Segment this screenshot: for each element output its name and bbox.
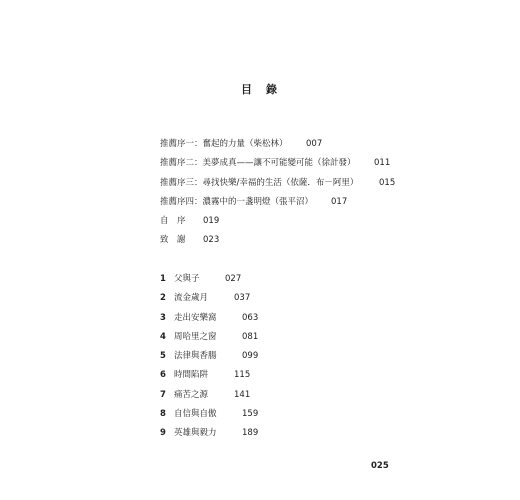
toc-chapter-entry	[160, 350, 259, 362]
entry-label: 推薦序一：奮起的力量（柴松林）	[160, 139, 288, 149]
chapter-page: 081	[242, 332, 259, 342]
chapter-page: 189	[242, 428, 259, 438]
entry-page: 011	[374, 158, 391, 168]
chapter-page: 115	[234, 370, 251, 380]
entry-label: 推薦序四：濃霧中的一盞明燈（張平沼）	[160, 197, 314, 207]
chapter-page: 141	[234, 390, 251, 400]
page-number: 025	[371, 461, 389, 471]
chapter-page: 099	[242, 351, 259, 361]
chapter-number: 1	[160, 274, 166, 284]
toc-chapter-entry	[160, 331, 259, 343]
toc-chapter-entry	[160, 389, 251, 401]
chapter-page: 063	[242, 313, 259, 323]
entry-label: 自 序	[160, 216, 186, 226]
chapter-number: 8	[160, 409, 166, 419]
chapter-title: 法律與香腸	[174, 351, 217, 361]
toc-front-entry	[160, 215, 220, 227]
toc-chapter-entry	[160, 408, 259, 420]
entry-page: 023	[203, 235, 220, 245]
toc-chapter-entry	[160, 427, 259, 439]
entry-page: 007	[306, 139, 323, 149]
toc-title	[0, 81, 520, 97]
entry-label: 推薦序三：尋找快樂/幸福的生活（依薩．布－阿里）	[160, 178, 359, 188]
chapter-number: 9	[160, 428, 166, 438]
toc-front-entry	[160, 138, 323, 150]
toc-chapter-entry	[160, 369, 251, 381]
toc-front-entry	[160, 196, 348, 208]
chapter-title: 周哈里之窗	[174, 332, 217, 342]
chapter-page: 159	[242, 409, 259, 419]
toc-chapter-entry	[160, 312, 259, 324]
chapter-page: 037	[234, 293, 251, 303]
chapter-title: 時間陷阱	[174, 370, 209, 380]
chapter-title: 英雄與毅力	[174, 428, 217, 438]
toc-front-entry	[160, 234, 220, 246]
chapter-number: 4	[160, 332, 166, 342]
chapter-number: 7	[160, 390, 166, 400]
chapter-number: 2	[160, 293, 166, 303]
chapter-number: 3	[160, 313, 166, 323]
chapter-title: 父與子	[174, 274, 200, 284]
entry-label: 推薦序二：美夢成真——讓不可能變可能（徐計發）	[160, 158, 356, 168]
entry-page: 017	[331, 197, 348, 207]
toc-title-char-2: 錄	[266, 83, 279, 96]
chapter-title: 痛苦之源	[174, 390, 209, 400]
toc-front-entry	[160, 157, 391, 169]
entry-label: 致 謝	[160, 235, 186, 245]
toc-title-char-1: 目	[241, 83, 254, 96]
chapter-page: 027	[225, 274, 242, 284]
toc-chapter-entry	[160, 273, 242, 285]
chapter-title: 流金歲月	[174, 293, 209, 303]
entry-page: 019	[203, 216, 220, 226]
chapter-title: 自信與自傲	[174, 409, 217, 419]
toc-chapter-entry	[160, 292, 251, 304]
toc-front-entry	[160, 177, 396, 189]
chapter-number: 5	[160, 351, 166, 361]
entry-page: 015	[379, 178, 396, 188]
chapter-number: 6	[160, 370, 166, 380]
chapter-title: 走出安樂窩	[174, 313, 217, 323]
